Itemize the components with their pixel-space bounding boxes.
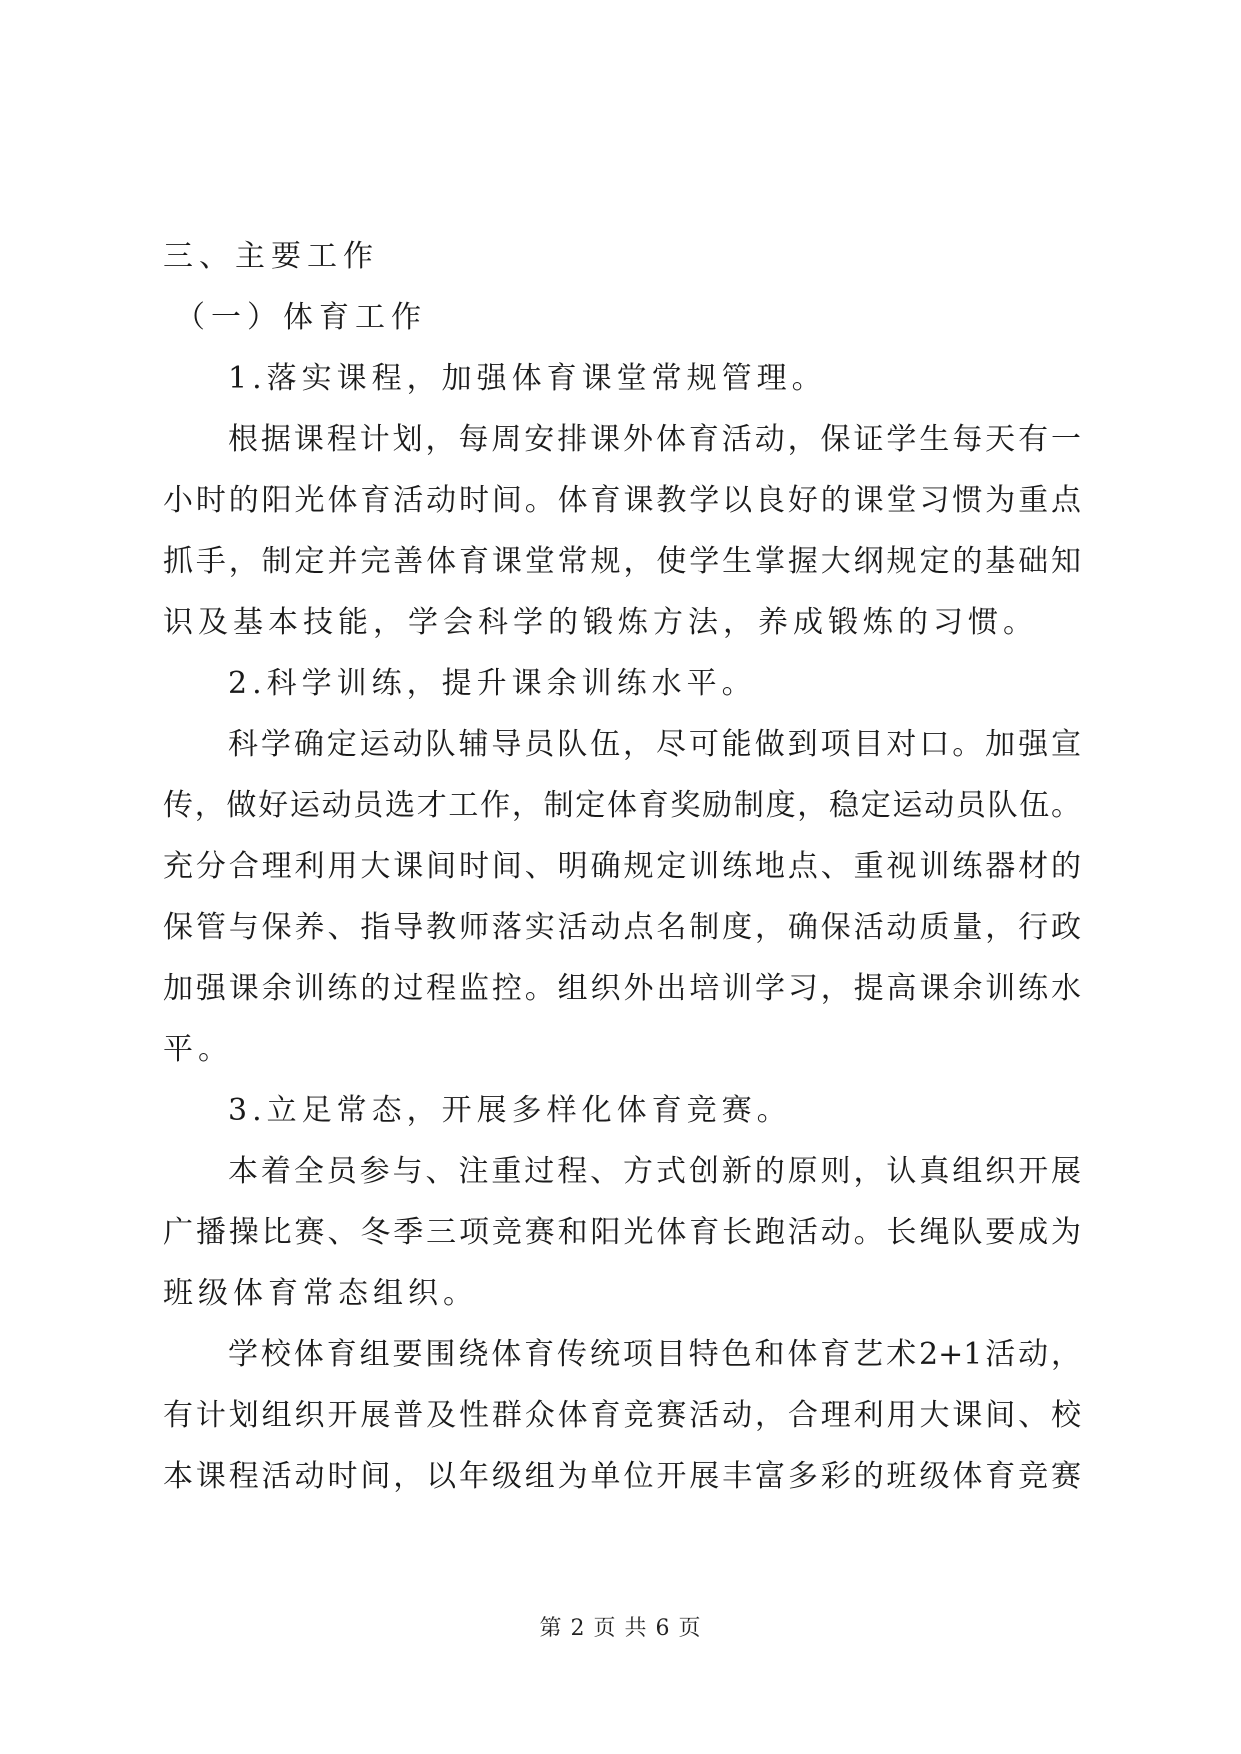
item-heading-3: 3.立足常态，开展多样化体育竞赛。 [228,1093,792,1128]
paragraph-line: 传，做好运动员选才工作，制定体育奖励制度，稳定运动员队伍。 [163,788,1081,823]
paragraph-line: 根据课程计划，每周安排课外体育活动，保证学生每天有一 [228,422,1081,457]
paragraph-line: 保管与保养、指导教师落实活动点名制度，确保活动质量，行政 [163,910,1081,945]
paragraph-line: 班级体育常态组织。 [163,1276,478,1311]
document-body [163,226,1081,1507]
item-heading-2: 2.科学训练，提升课余训练水平。 [228,666,757,701]
paragraph-line: 本课程活动时间，以年级组为单位开展丰富多彩的班级体育竞赛 [163,1459,1081,1494]
page-number-footer: 第 2 页 共 6 页 [539,1616,702,1641]
paragraph-line: 本着全员参与、注重过程、方式创新的原则，认真组织开展 [228,1154,1081,1189]
paragraph-line: 加强课余训练的过程监控。组织外出培训学习，提高课余训练水 [163,971,1081,1006]
paragraph-line: 抓手，制定并完善体育课堂常规，使学生掌握大纲规定的基础知 [163,544,1081,579]
section-heading: 三、主要工作 [163,239,379,274]
paragraph-line: 有计划组织开展普及性群众体育竞赛活动，合理利用大课间、校 [163,1398,1081,1433]
subsection-heading: （一）体育工作 [175,300,427,335]
paragraph-line: 广播操比赛、冬季三项竞赛和阳光体育长跑活动。长绳队要成为 [163,1215,1081,1250]
paragraph-line: 识及基本技能，学会科学的锻炼方法，养成锻炼的习惯。 [163,605,1038,640]
paragraph-line: 学校体育组要围绕体育传统项目特色和体育艺术2+1活动， [228,1337,1081,1372]
item-heading-1: 1.落实课程，加强体育课堂常规管理。 [228,361,827,396]
paragraph-line: 充分合理利用大课间时间、明确规定训练地点、重视训练器材的 [163,849,1081,884]
paragraph-line: 科学确定运动队辅导员队伍，尽可能做到项目对口。加强宣 [228,727,1081,762]
paragraph-line: 平。 [163,1032,233,1067]
paragraph-line: 小时的阳光体育活动时间。体育课教学以良好的课堂习惯为重点 [163,483,1081,518]
